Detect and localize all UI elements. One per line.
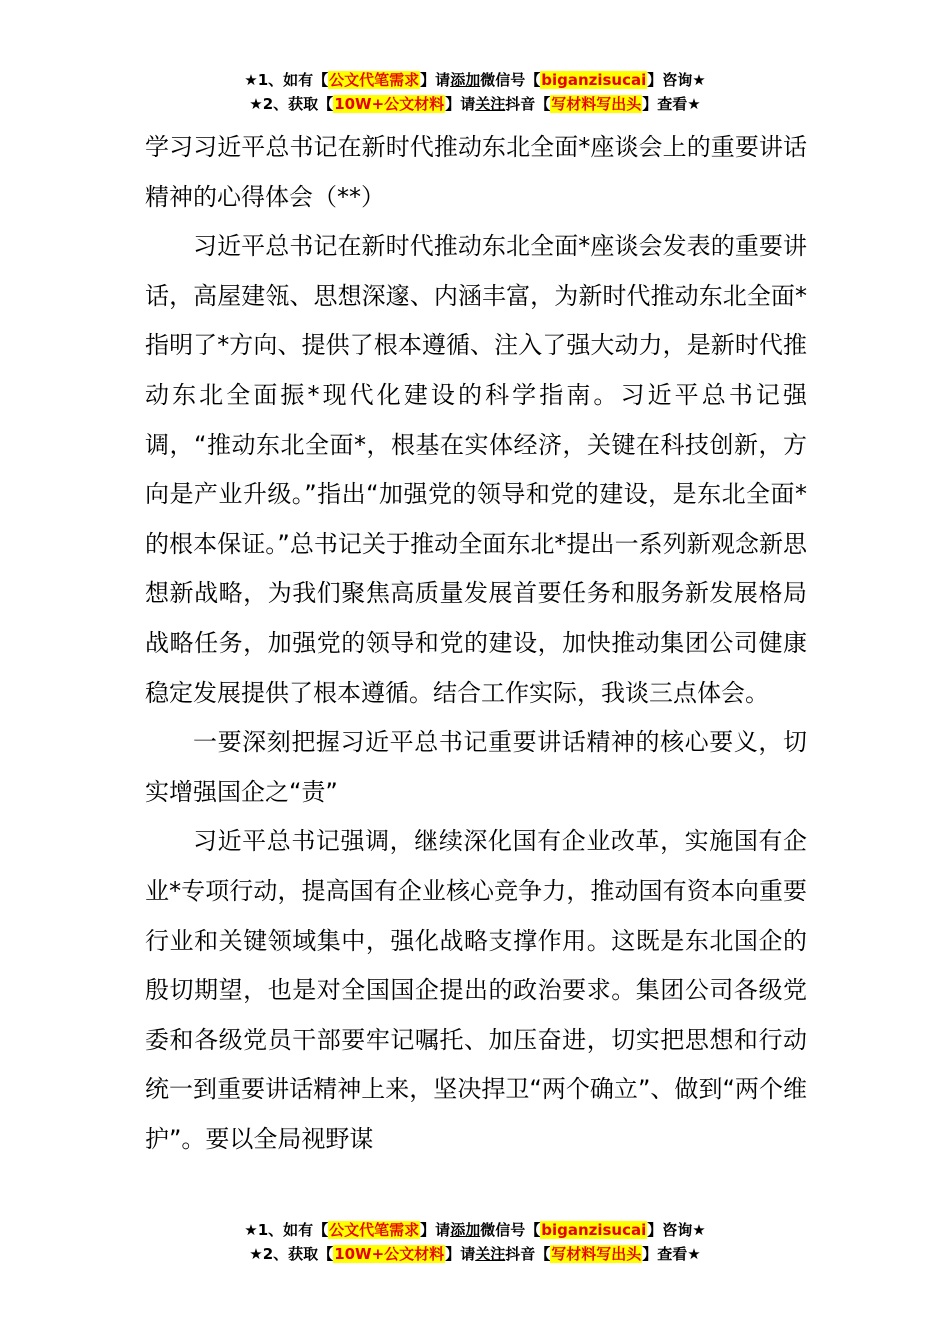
- promo-text: 抖音【: [505, 1245, 551, 1263]
- promo-text: 】请: [445, 1245, 476, 1263]
- promo-highlight: 公文代笔需求: [329, 71, 420, 89]
- document-title: 学习习近平总书记在新时代推动东北全面*座谈会上的重要讲话精神的心得体会（**）: [145, 133, 807, 211]
- promo-line-1: [0, 1218, 950, 1242]
- promo-text: 】请: [420, 71, 451, 89]
- promo-highlight: 10W+公文材料: [334, 1245, 445, 1263]
- document-body: [145, 123, 807, 1164]
- promo-underline: 关注: [475, 1245, 506, 1263]
- promo-highlight: 公文代笔需求: [329, 1221, 420, 1239]
- promo-text: 微信号【: [480, 71, 541, 89]
- promo-text: 】请: [420, 1221, 451, 1239]
- promo-highlight: biganzisucai: [541, 71, 647, 89]
- paragraph-intro: 习近平总书记在新时代推动东北全面*座谈会发表的重要讲话，高屋建瓴、思想深邃、内涵丰富，为新时代推动东北全面*指明了*方向、提供了根本遵循、注入了强大动力，是新时代推动东北全面振*现代化建设的科学指南。习近平总书记强调，“推动东北全面*，根基在实体经济，关键在科技创新，方向是产业升级。”指出“加强党的领导和党的建设，是东北全面*的根本保证。”总书记关于推动全面东北*提出一系列新观念新思想新战略，为我们聚焦高质量发展首要任务和服务新发展格局战略任务，加强党的领导和党的建设，加快推动集团公司健康稳定发展提供了根本遵循。结合工作实际，我谈三点体会。: [145, 232, 807, 707]
- promo-text: ★1、如有【: [244, 71, 329, 89]
- promo-text: 微信号【: [480, 1221, 541, 1239]
- promo-text: ★2、获取【: [249, 1245, 334, 1263]
- promo-underline: 添加: [450, 71, 481, 89]
- promo-underline: 添加: [450, 1221, 481, 1239]
- promo-text: ★2、获取【: [249, 95, 334, 113]
- promo-banner-bottom: [0, 1218, 950, 1266]
- promo-line-2: [0, 1242, 950, 1266]
- promo-highlight: 写材料写出头: [551, 95, 642, 113]
- promo-text: 】请: [445, 95, 476, 113]
- promo-text: 】咨询★: [647, 1221, 706, 1239]
- promo-highlight: 写材料写出头: [551, 1245, 642, 1263]
- promo-text: 】咨询★: [647, 71, 706, 89]
- promo-highlight: biganzisucai: [541, 1221, 647, 1239]
- promo-banner-top: [0, 68, 950, 116]
- promo-line-2: [0, 92, 950, 116]
- promo-text: 】查看★: [642, 1245, 701, 1263]
- promo-underline: 关注: [475, 95, 506, 113]
- section-heading-1: 一要深刻把握习近平总书记重要讲话精神的核心要义，切实增强国企之“责”: [145, 728, 807, 806]
- promo-text: 抖音【: [505, 95, 551, 113]
- promo-line-1: [0, 68, 950, 92]
- promo-text: ★1、如有【: [244, 1221, 329, 1239]
- promo-text: 】查看★: [642, 95, 701, 113]
- paragraph-section-1: 习近平总书记强调，继续深化国有企业改革，实施国有企业*专项行动，提高国有企业核心竞争力，推动国有资本向重要行业和关键领域集中，强化战略支撑作用。这既是东北国企的殷切期望，也是对全国国企提出的政治要求。集团公司各级党委和各级党员干部要牢记嘱托、加压奋进，切实把思想和行动统一到重要讲话精神上来，坚决捍卫“两个确立”、做到“两个维护”。要以全局视野谋: [145, 827, 807, 1153]
- promo-highlight: 10W+公文材料: [334, 95, 445, 113]
